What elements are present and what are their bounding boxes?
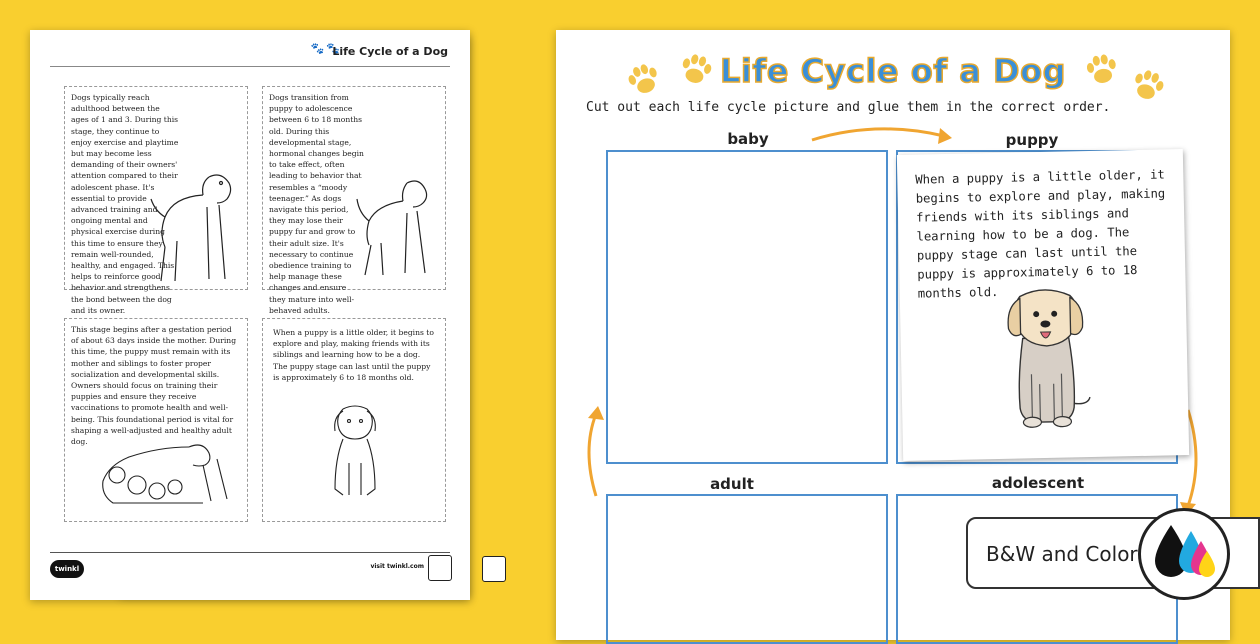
arrow-adult-to-baby (589, 414, 596, 496)
sheet-header-title: Life Cycle of a Dog (332, 45, 448, 58)
puppy-info-card (262, 318, 446, 522)
label-adolescent: adolescent (991, 474, 1085, 492)
adolescent-info-card (262, 86, 446, 315)
puppy-cutout-card[interactable] (897, 149, 1189, 461)
arrow-baby-to-puppy (812, 129, 944, 140)
card-text: This stage begins after a gestation period of about 63 days inside the mother. During this time, the puppy must remain with its mother and siblings to foster proper socialization and developmental skills. Owners should focus on training their puppies and ensure they receive vaccinations to promote health and well-being. This foundational period is vital for shaping a well-adjusted and healthy adult dog. (71, 325, 237, 447)
bw-and-color-text: B&W and Color (986, 542, 1138, 566)
sitting-puppy-illustration-icon (1000, 283, 1093, 435)
baby-info-card (64, 318, 248, 522)
puppy-card-text: When a puppy is a little older, it begins to explore and play, making friends with its siblings and learning how to be a dog. The puppy stage can last until the puppy is approximately 6 to 18 months old. (915, 167, 1166, 301)
paw-prints-icon: 🐾🐾 (310, 42, 342, 55)
label-adult: adult (710, 475, 754, 493)
quality-badge-icon (428, 555, 452, 581)
info-cards-sheet (30, 30, 470, 600)
worksheet-title: Life Cycle of a Dog (720, 52, 1066, 90)
label-puppy: puppy (1005, 131, 1059, 149)
header-divider (50, 66, 450, 67)
label-baby: baby (727, 130, 769, 148)
adolescent-dog-line-art-icon (349, 173, 439, 281)
twinkl-logo: twinkl (50, 560, 84, 578)
puppy-line-art-icon (325, 403, 385, 503)
adult-dog-line-art-icon (149, 167, 241, 287)
back-quality-badge-icon (482, 556, 506, 582)
footer-visit-text: visit twinkl.com (370, 563, 424, 570)
card-text: When a puppy is a little older, it begins to explore and play, making friends with its siblings and learning how to be a dog. The puppy stage can last until the puppy is approximately 6 to 18 months old. (273, 328, 434, 382)
mother-with-puppies-line-art-icon (93, 435, 237, 515)
ink-drops-icon (1138, 508, 1230, 600)
worksheet-instruction: Cut out each life cycle picture and glue them in the correct order. (586, 100, 1111, 115)
card-text: Dogs transition from puppy to adolescence between 6 to 18 months old. During this developmental stage, hormonal changes begin to take effect, often leading to behavior that resembles a “moody teenager.” As dogs navigate this period, they may lose their puppy fur and grow to their adult size. It's necessary to continue obedience training to help manage these changes and ensure they mature into well-behaved adults. (269, 93, 364, 315)
arrow-puppy-to-adolescent (1188, 410, 1196, 506)
adult-info-card (64, 86, 248, 315)
card-text: Dogs typically reach adulthood between the ages of 1 and 3. During this stage, they continue to enjoy exercise and playtime but may become less demanding of their owners' attention compared to their adolescent phase. It's essential to provide advanced training and ongoing mental and physical exercise during this time to ensure they remain well-rounded, healthy, and engaged. This helps to reinforce good behavior and strengthens the bond between the dog and its owner. (71, 93, 179, 315)
footer-divider (50, 552, 450, 553)
